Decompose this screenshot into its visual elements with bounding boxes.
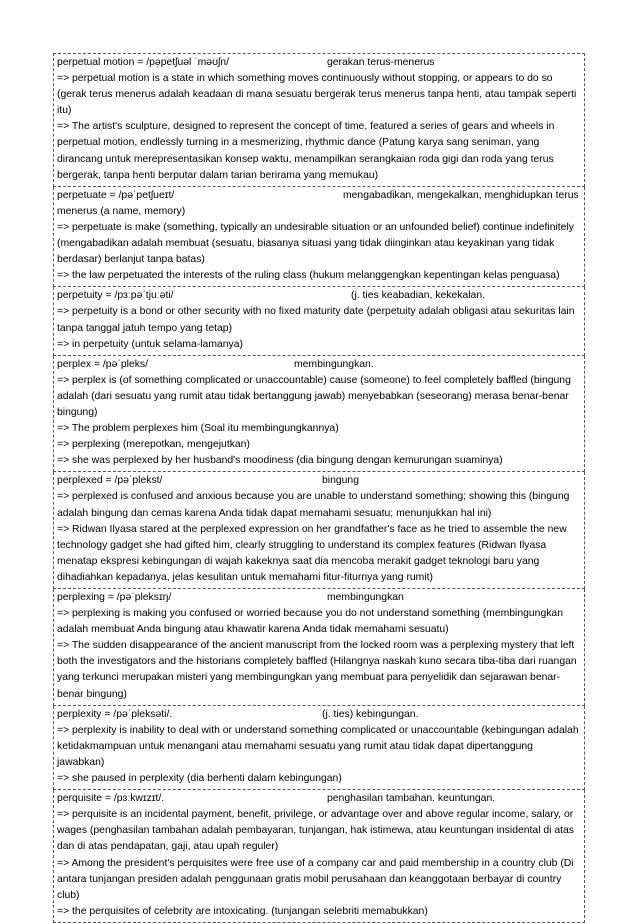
- entry-meaning: membingungkan: [327, 592, 404, 603]
- entry-perpetuate: [53, 187, 585, 288]
- entry-example: => The problem perplexes him (Soal itu membingungkannya): [57, 423, 339, 435]
- entry-example: => the perquisites of celebrity are intoxicating. (tunjangan selebriti memabukkan): [57, 905, 428, 917]
- entry-example: => perplexing (merepotkan, mengejutkan): [57, 439, 250, 451]
- entry-meaning: penghasilan tambahan. keuntungan.: [327, 793, 496, 805]
- entry-meaning: mengabadikan, mengekalkan, menghidupkan terus menerus (a name, memory): [57, 189, 579, 217]
- entry-example: => The artist's sculpture, designed to represent the concept of time, featured a series of gears and wheels in perpetual motion, endlessly turning in a mesmerizing, rhythmic dance (Patung karya sang seniman, yang dirancang untuk merepresentasikan konsep waktu, menampilkan serangkaian roda gigi dan roda yang terus bergerak, tanpa henti berputar dalam tarian berirama yang memukau): [57, 121, 555, 181]
- entry-definition: => perpetuity is a bond or other security with no fixed maturity date (perpetuity adalah obligasi atau sekuritas lain tanpa tanggal jatuh tempo yang tetap): [57, 306, 575, 334]
- entry-term: perpetuate = /pəˈpetʃueɪt/: [57, 189, 175, 201]
- entry-term: perplexed = /pəˈplekst/: [57, 475, 163, 487]
- entry-example: => she paused in perplexity (dia berhenti dalam kebingungan): [57, 773, 342, 785]
- entry-meaning: bingung: [322, 475, 359, 487]
- entry-term: perplexity = /pəˈpleksəti/.: [57, 708, 173, 720]
- entry-meaning: membingungkan.: [294, 358, 374, 370]
- entry-term: perplexing = /pəˈpleksɪŋ/: [57, 592, 172, 603]
- entry-definition: => perplexed is confused and anxious because you are unable to understand something; showing this (bingung adalah bingung dan cemas karena Anda tidak dapat memahami sesuatu; menunjukkan hal ini): [57, 491, 570, 519]
- entry-definition: => perpetuate is make (something, typically an undesirable situation or an unfounded belief) continue indefinitely (mengabadikan adalah membuat (sesuatu, biasanya situasi yang tidak diinginkan atau keyakinan yang tidak berdasar) berlanjut tanpa batas): [57, 221, 574, 266]
- entry-term: perquisite = /pɜːkwɪzɪt/.: [57, 793, 165, 805]
- entry-perpetuity: [53, 287, 585, 355]
- dictionary-page: [53, 53, 585, 923]
- entry-example: => Among the president's perquisites were free use of a company car and paid membership in a country club (Di antara tunjangan presiden adalah penggunaan gratis mobil perusahaan dan keanggotaan berbayar di country club): [57, 857, 574, 901]
- entry-meaning: (j. ties keabadian, kekekalan.: [351, 290, 486, 302]
- entry-meaning: (j. ties) kebingungan.: [322, 708, 419, 720]
- entry-definition: => perplexity is inability to deal with or understand something complicated or unaccountable (kebingungan adalah ketidakmampuan untuk menangani atau memahami sesuatu yang rumit atau tidak dapat dipertanggung jawabkan): [57, 724, 579, 768]
- entry-example: => in perpetuity (untuk selama-lamanya): [57, 338, 243, 350]
- entry-definition: => perquisite is an incidental payment, benefit, privilege, or advantage over and above regular income, salary, or wages (penghasilan tambahan adalah pembayaran, tunjangan, hak istimewa, atau keuntungan insidental di atas dan di atas pendapatan, gaji, atau upah reguler): [57, 809, 575, 853]
- entry-example: => the law perpetuated the interests of the ruling class (hukum melanggengkan kepentingan kelas penguasa): [57, 270, 560, 282]
- entry-example: => The sudden disappearance of the ancient manuscript from the locked room was a perplexing mystery that left both the investigators and the historians completely baffled (Hilangnya naskah kuno secara tiba-tiba dari ruangan yang terkunci merupakan misteri yang membingungkan yang membuat para penyelidik dan sejarawan benar-benar bingung): [57, 640, 577, 700]
- entry-perplexity: [53, 706, 585, 790]
- entry-definition: => perplexing is making you confused or worried because you do not understand something (membingungkan adalah membuat Anda bingung atau khawatir karena Anda tidak memahami sesuatu): [57, 608, 563, 636]
- entry-perplexing: [53, 589, 585, 706]
- entry-definition: => perpetual motion is a state in which something moves continuously without stopping, or appears to do so (gerak terus menerus adalah keadaan di mana sesuatu bergerak terus menerus tanpa henti, atau tampak seperti itu): [57, 73, 577, 117]
- entry-perpetual-motion: [53, 53, 585, 187]
- entry-perplex: [53, 356, 585, 473]
- entry-term: perpetual motion = /pə̩petʃuəl ˈməʊʃn/: [57, 57, 229, 68]
- entry-term: perplex = /pəˈpleks/: [57, 358, 148, 370]
- entry-term: perpetuity = /pɜːpəˈtjuːəti/: [57, 290, 174, 302]
- entry-definition: => perplex is (of something complicated or unaccountable) cause (someone) to feel completely baffled (bingung adalah (dari sesuatu yang rumit atau tidak bertanggung jawab) menyebabkan (seseorang) merasa benar-benar bingung): [57, 374, 571, 418]
- entry-meaning: gerakan terus-menerus: [327, 57, 435, 68]
- entry-perplexed: [53, 472, 585, 589]
- entry-example: => Ridwan Ilyasa stared at the perplexed expression on her grandfather's face as he tried to assemble the new technology gadget she had gifted him, clearly struggling to understand its complex features (Ridwan Ilyasa menatap ekspresi kebingungan di wajah kakeknya saat dia mencoba merakit gadget teknologi baru yang dihadiahkan kepadanya, jelas kesulitan untuk memahami fitur-fiturnya yang rumit): [57, 523, 567, 583]
- entry-example: => she was perplexed by her husband's moodiness (dia bingung dengan kemurungan suaminya): [57, 455, 503, 467]
